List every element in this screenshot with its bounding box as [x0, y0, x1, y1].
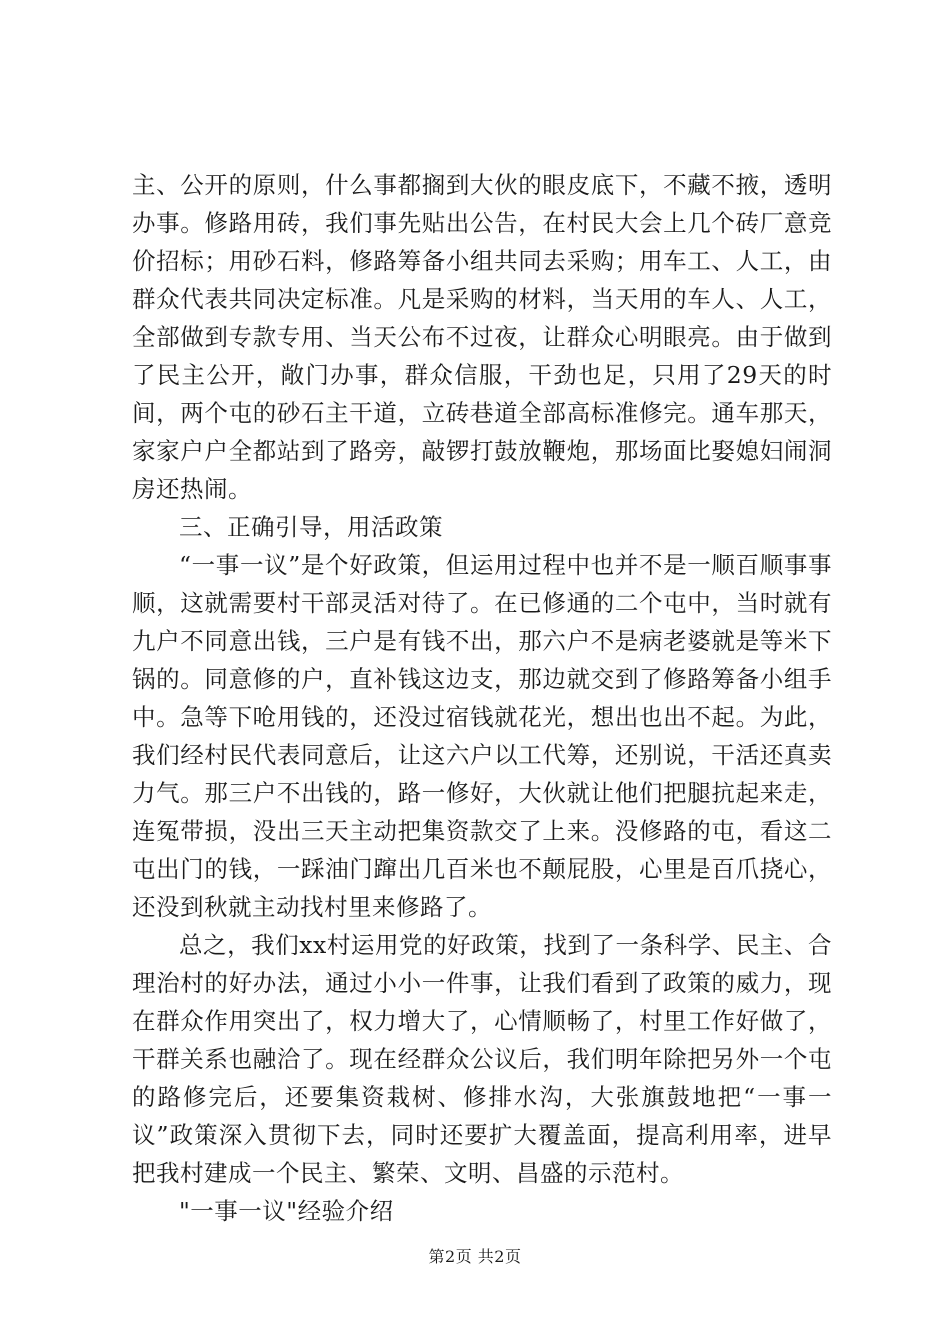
document-title-line: "一事一议"经验介绍: [179, 1197, 394, 1225]
paragraph-policy: “一事一议”是个好政策，但运用过程中也并不是一顺百顺事事顺，这就需要村干部灵活对待了。在已修通的二个屯中，当时就有九户不同意出钱，三户是有钱不出，那六户不是病老婆就是等米下锅的。同意修的户，直补钱这边支，那边就交到了修路筹备小组手中。急等下呛用钱的，还没过宿钱就花光，想出也出不起。为此，我们经村民代表同意后，让这六户以工代筹，还别说，干活还真卖力气。那三户不出钱的，路一修好，大伙就让他们把腿抗起来走，连冤带损，没出三天主动把集资款交了上来。没修路的屯，看这二屯出门的钱，一踩油门蹿出几百米也不颠屁股，心里是百爪挠心，还没到秋就主动找村里来修路了。: [132, 551, 832, 921]
paragraph-continuation: 主、公开的原则，什么事都搁到大伙的眼皮底下，不藏不掖，透明办事。修路用砖，我们事先贴出公告，在村民大会上几个砖厂意竞价招标；用砂石料，修路筹备小组共同去采购；用车工、人工，由群众代表共同决定标准。凡是采购的材料，当天用的车人、人工，全部做到专款专用、当天公布不过夜，让群众心明眼亮。由于做到了民主公开，敞门办事，群众信服，干劲也足，只用了29天的时间，两个屯的砂石主干道，立砖巷道全部高标准修完。通车那天，家家户户全都站到了路旁，敲锣打鼓放鞭炮，那场面比娶媳妇闹洞房还热闹。: [132, 171, 832, 503]
section-heading-3: 三、正确引导，用活政策: [179, 513, 443, 541]
document-body: [132, 166, 832, 1230]
paragraph-conclusion: 总之，我们xx村运用党的好政策，找到了一条科学、民主、合理治村的好办法，通过小小一件事，让我们看到了政策的威力，现在群众作用突出了，权力增大了，心情顺畅了，村里工作好做了，干群关系也融洽了。现在经群众公议后，我们明年除把另外一个屯的路修完后，还要集资栽树、修排水沟，大张旗鼓地把“一事一议”政策深入贯彻下去，同时还要扩大覆盖面，提高利用率，进早把我村建成一个民主、繁荣、文明、昌盛的示范村。: [132, 931, 832, 1187]
page-footer: 第2页 共2页: [428, 1247, 522, 1266]
